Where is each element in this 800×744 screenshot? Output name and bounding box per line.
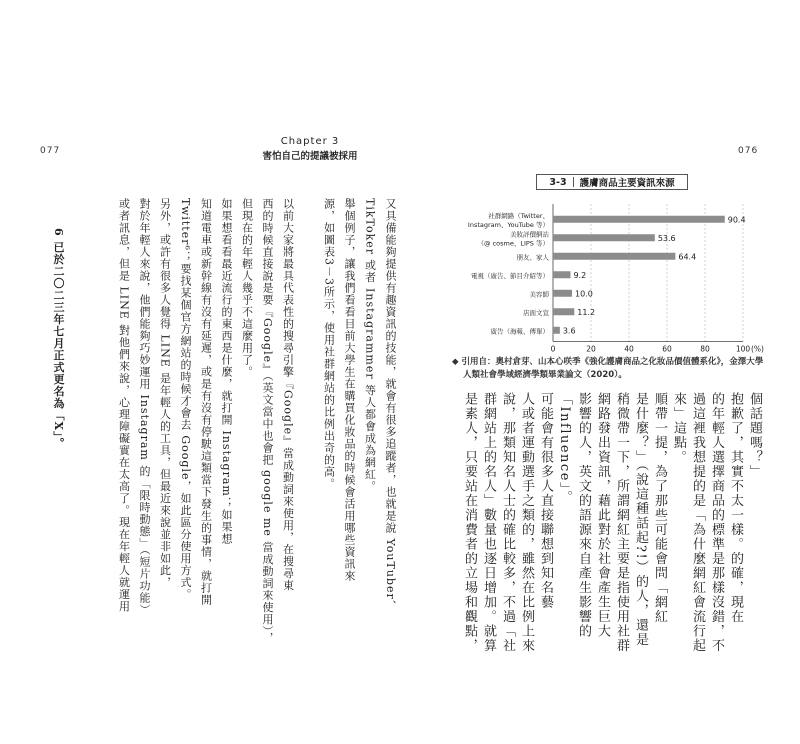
category-label: 店面文宣 (523, 308, 549, 317)
text-column: 群網站上的名人」數量也逐日增加。就算 (481, 392, 496, 653)
bar (553, 253, 675, 260)
text-column: 的年輕人選擇商品的標準是那樣沒錯，不 (709, 392, 724, 653)
text-column: 是素人，只要站在消費者的立場和觀點， (462, 392, 477, 653)
chart-title-box (536, 174, 688, 190)
bar (553, 327, 560, 334)
tick-label: 80 (700, 344, 710, 354)
text-column: 個話題嗎？」 (747, 392, 762, 479)
bar (553, 271, 570, 278)
text-column: 知道電車或新幹線有沒有延遲，或是有沒有停駛這類當下發生的事情，就打開 (199, 198, 213, 606)
text-column: 說，那類知名人士的確比較多，不過「社 (500, 392, 515, 653)
tick-label: 100 (735, 344, 751, 354)
bar-value-label: 10.0 (575, 289, 593, 299)
category-label: 廣告（海報、傳單） (490, 327, 549, 336)
tick-label: 60 (662, 344, 672, 354)
citation-line-2: 人類社會學域經濟學類畢業論文（2020）。 (463, 370, 627, 380)
text-column: 舉個例子，讓我們看看目前大學生在購買化妝品的時候會活用哪些資訊來 (343, 198, 356, 582)
category-label: 社群網路（Twitter、 (488, 211, 549, 220)
text-column: 稍微帶一下，所謂網紅主要是指使用社群 (614, 392, 629, 653)
category-label: Instagram、YouTube 等） (467, 220, 549, 229)
category-label: 朋友、家人 (516, 253, 549, 262)
tick-label: 20 (586, 344, 596, 354)
bar-value-label: 9.2 (573, 270, 587, 280)
text-column: 順帶一提，為了那些可能會問「網紅 (652, 392, 667, 624)
text-column: 源，如圖表3－3所示，使用社群網站的比例出奇的高。 (322, 198, 336, 490)
bar-value-label: 90.4 (727, 215, 746, 225)
text-column: 西的時候直接說是要『Google』（英文當中也會把 google me 當成動詞來使用）， (261, 198, 274, 644)
text-column: 抱歉了，其實不太一樣。的確，現在 (728, 392, 743, 624)
text-column: Twitter⁶；要找某個官方網站的時候才會去 Google，如此區分使用方式。 (179, 198, 192, 601)
citation-text-1: 引用自：奧村倉芽、山本心咲季《強化護膚商品之化妝品價值體系化》，金澤大學 (461, 357, 764, 367)
text-column: 或者訊息，但是 LINE 對他們來說，心理障礙實在太高了。現在年輕人就運用 (117, 198, 131, 613)
text-column: 又具備能夠提供有趣資訊的技能，就會有很多追蹤者，也就是說 YouTuber、 (384, 198, 397, 612)
bar-value-label: 64.4 (678, 252, 697, 262)
right-page-number: 076 (738, 146, 759, 156)
chapter-label: Chapter 3 (280, 136, 340, 147)
bar (553, 290, 572, 297)
text-column: 但現在的年輕人幾乎不這麼用了。 (240, 198, 254, 378)
category-label: 美妝評價網站 (510, 230, 549, 239)
left-page-number: 077 (40, 146, 61, 156)
figure-number: 3-3 (549, 176, 567, 188)
bar-value-label: 3.6 (562, 326, 576, 336)
tick-label: 0 (550, 344, 556, 354)
category-label: 電視（廣告、節目介紹等） (471, 271, 549, 280)
bar (553, 234, 655, 241)
text-column: 「Influence」。 (557, 392, 572, 505)
text-column: 以前大家將最具代表性的搜尋引擎『Google』當成動詞來使用，在搜尋東 (281, 198, 295, 592)
chapter-title: 害怕自己的提議被採用 (262, 151, 358, 162)
category-label: （@ cosme、LIPS 等） (477, 239, 549, 248)
chart-title: 護膚商品主要資訊來源 (579, 178, 675, 189)
category-label: 美容師 (529, 290, 549, 299)
bar-chart (440, 196, 770, 361)
text-column: 如果想看看最近流行的東西是什麼，就打開 Instagram；如果想 (220, 198, 233, 545)
text-column: 人或者運動選手之類的，雖然在比例上來 (519, 392, 534, 653)
text-column: 可能會有很多人直接聯想到知名藝 (538, 392, 553, 610)
text-column: 過這裡我想提的是「為什麼網紅會流行起 (690, 392, 705, 653)
unit-label: (%) (751, 344, 764, 354)
bar-value-label: 11.2 (577, 307, 596, 317)
footnote: 6 已於二〇二三年七月正式更名為「X」。 (52, 228, 65, 450)
text-column: 對於年輕人來說，他們能夠巧妙運用 Instagram 的「限時動態」（短片功能） (138, 198, 151, 616)
title-divider (573, 177, 574, 187)
bar-value-label: 53.6 (657, 233, 676, 243)
bar (553, 216, 725, 223)
text-column: 是什麼？」（說這種話起?!）的人，還是 (633, 392, 648, 648)
text-column: 網路發出資訊，藉此對於社會產生巨大 (595, 392, 610, 639)
text-column: 來」這點。 (671, 392, 686, 465)
text-column: 另外，或許有很多人覺得 LINE 是年輕人的工具，但最近來說並非如此， (158, 198, 172, 589)
citation-bullet: ◆ (452, 357, 462, 367)
bar (553, 308, 574, 315)
tick-label: 40 (624, 344, 634, 354)
text-column: 影響的人，英文的語源來自產生影響的 (576, 392, 591, 639)
citation-line-1 (452, 355, 763, 367)
text-column: TikToker 或者 Instagrammer 等人都會成為網紅。 (363, 198, 377, 493)
